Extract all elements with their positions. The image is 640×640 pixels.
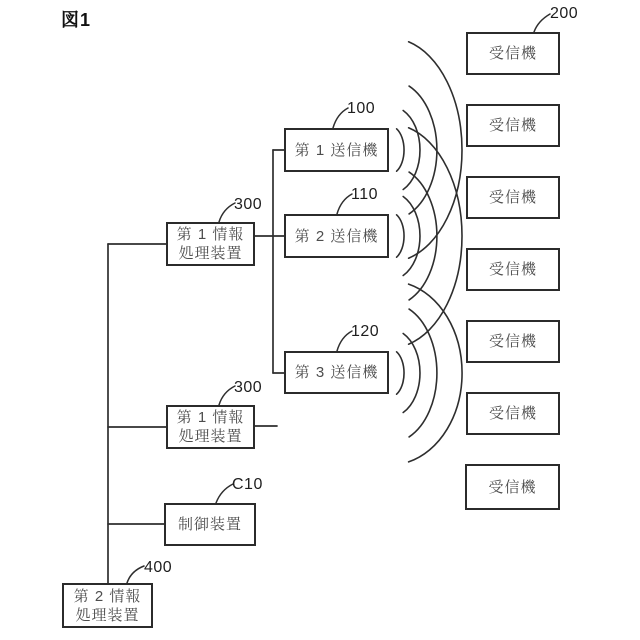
- receiver-label: 受信機: [488, 261, 537, 278]
- info-processor-1a-line2: 処理装置: [178, 245, 243, 262]
- receiver-box-5: [466, 320, 560, 363]
- leader-120: [337, 331, 352, 351]
- ref-label-110: 110: [351, 186, 379, 203]
- figure-title: 図1: [61, 10, 92, 30]
- wave-arc: [397, 352, 404, 394]
- ref-label-100: 100: [347, 100, 376, 117]
- leader-300b: [219, 386, 235, 405]
- control-device-box: [164, 503, 256, 546]
- transmitter-3-label: 第 3 送信機: [294, 364, 379, 381]
- leader-400: [127, 566, 144, 583]
- ref-label-120: 120: [351, 323, 380, 340]
- receiver-label: 受信機: [488, 405, 537, 422]
- wave-arcs-tx2: [397, 128, 462, 344]
- wave-arc: [397, 215, 404, 257]
- info-processor-1a-box: [166, 222, 255, 266]
- leader-300a: [219, 203, 235, 222]
- ref-label-200: 200: [550, 5, 579, 22]
- info-processor-2-line1: 第 2 情報: [73, 587, 142, 605]
- receiver-box-2: [466, 104, 560, 147]
- ref-label-400: 400: [144, 559, 173, 576]
- receiver-box-3: [466, 176, 560, 219]
- transmitter-2-label: 第 2 送信機: [294, 227, 379, 245]
- receiver-label: 受信機: [488, 333, 537, 350]
- wave-arc: [409, 284, 462, 462]
- transmitter-3-box: [284, 351, 389, 394]
- ref-label-c10: C10: [232, 476, 263, 493]
- receiver-label: 受信機: [488, 45, 537, 62]
- wave-arc: [397, 129, 404, 171]
- wave-arc: [403, 334, 420, 413]
- leader-110: [337, 194, 352, 214]
- receiver-label: 受信機: [488, 117, 537, 134]
- leader-200: [534, 14, 550, 32]
- leader-100: [333, 108, 348, 128]
- wave-arc: [403, 111, 420, 190]
- info-processor-2-box: [62, 583, 153, 628]
- transmitter-1-label: 第 1 送信機: [294, 141, 379, 159]
- info-processor-1b-box: [166, 405, 255, 449]
- ref-label-300b: 300: [234, 379, 263, 396]
- receiver-box-6: [466, 392, 560, 435]
- wave-arcs-tx3: [397, 284, 462, 462]
- wave-arc: [409, 172, 437, 300]
- wave-arc: [409, 86, 437, 214]
- receiver-label: 受信機: [488, 189, 537, 206]
- wave-arcs-tx1: [397, 42, 462, 258]
- leader-c10: [216, 484, 233, 503]
- wave-arc: [403, 197, 420, 276]
- info-processor-1b-line1: 第 1 情報: [176, 409, 245, 426]
- control-device-label: 制御装置: [177, 516, 242, 533]
- receiver-label: 受信機: [488, 478, 537, 496]
- receiver-box-1: [466, 32, 560, 75]
- info-processor-2-line2: 処理装置: [75, 606, 140, 624]
- info-processor-1b-line2: 処理装置: [178, 428, 243, 445]
- receiver-box-7: [465, 464, 560, 510]
- transmitter-2-box: [284, 214, 389, 258]
- ref-label-300a: 300: [234, 196, 263, 213]
- transmitter-1-box: [284, 128, 389, 172]
- wave-arc: [409, 309, 437, 437]
- receiver-box-4: [466, 248, 560, 291]
- info-processor-1a-line1: 第 1 情報: [176, 226, 245, 243]
